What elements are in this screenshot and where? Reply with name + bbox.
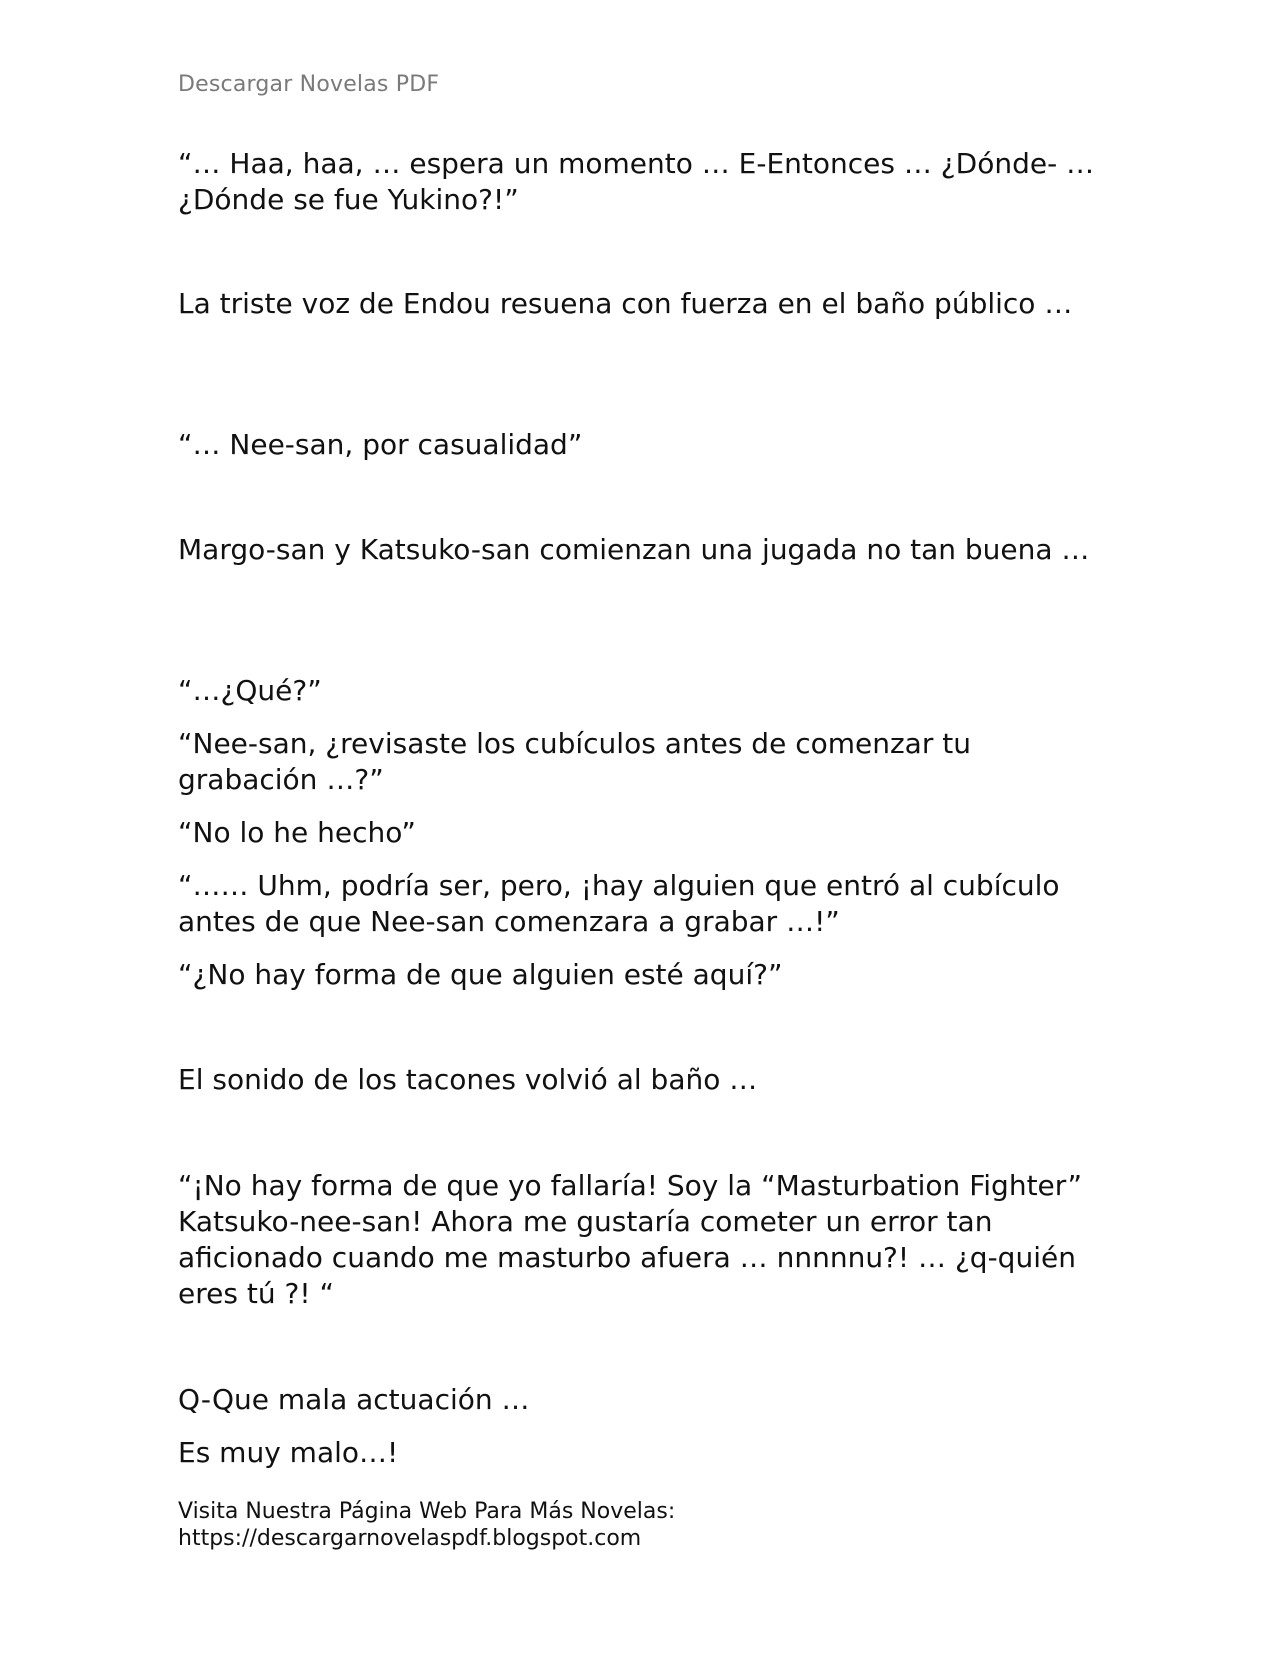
paragraph-7: “No lo he hecho” xyxy=(178,816,416,849)
paragraph-5: “…¿Qué?” xyxy=(178,674,322,707)
paragraph-12: Q-Que mala actuación … xyxy=(178,1383,530,1416)
paragraph-13: Es muy malo…! xyxy=(178,1436,399,1469)
paragraph-1: “… Haa, haa, … espera un momento … E-Entonces … ¿Dónde- … ¿Dónde se fue Yukino?!” xyxy=(178,147,1095,216)
page-header: Descargar Novelas PDF xyxy=(178,72,440,97)
paragraph-9: “¿No hay forma de que alguien esté aquí?” xyxy=(178,958,783,991)
paragraph-11: “¡No hay forma de que yo fallaría! Soy la “Masturbation Fighter” Katsuko-nee-san! Ahora me gustaría cometer un error tan aficionado cuando me masturbo afuera … nnnnnu?! … ¿q-quién eres tú ?! “ xyxy=(178,1169,1082,1310)
paragraph-3: “… Nee-san, por casualidad” xyxy=(178,428,583,461)
page-footer xyxy=(178,1498,675,1552)
paragraph-8: “…… Uhm, podría ser, pero, ¡hay alguien que entró al cubículo antes de que Nee-san comenzara a grabar …!” xyxy=(178,869,1060,938)
paragraph-2: La triste voz de Endou resuena con fuerza en el baño público … xyxy=(178,287,1073,320)
footer-promo-text: Visita Nuestra Página Web Para Más Novelas: xyxy=(178,1499,676,1524)
footer-website-link[interactable]: https://descargarnovelaspdf.blogspot.com xyxy=(178,1526,642,1551)
paragraph-6: “Nee-san, ¿revisaste los cubículos antes de comenzar tu grabación …?” xyxy=(178,727,971,796)
paragraph-4: Margo-san y Katsuko-san comienzan una jugada no tan buena … xyxy=(178,533,1090,566)
paragraph-10: El sonido de los tacones volvió al baño … xyxy=(178,1063,758,1096)
